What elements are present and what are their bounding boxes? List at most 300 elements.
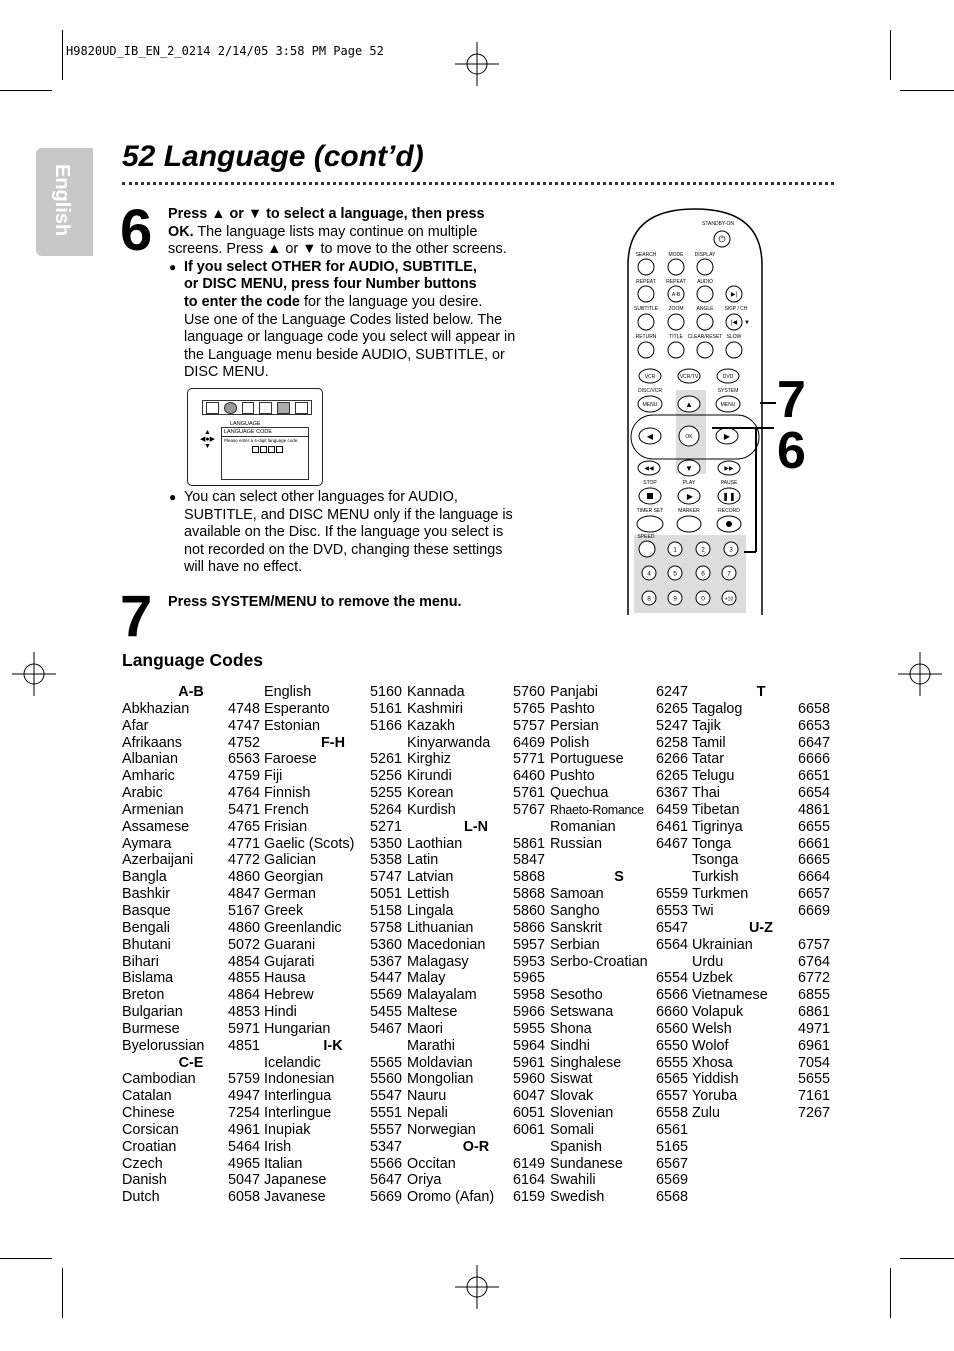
language-code: 4748 bbox=[227, 700, 260, 717]
language-name: Malayalam bbox=[407, 987, 477, 1004]
language-name: Georgian bbox=[264, 869, 324, 886]
code-row bbox=[264, 903, 402, 920]
language-code: 6567 bbox=[655, 1155, 688, 1172]
language-code: 6265 bbox=[655, 700, 688, 717]
language-code: 6569 bbox=[655, 1172, 688, 1189]
skip-prev-icon: |◀ bbox=[730, 320, 738, 326]
svg-text:STOP: STOP bbox=[643, 480, 657, 486]
crop-mark bbox=[890, 1268, 891, 1318]
code-row bbox=[550, 785, 688, 802]
language-code: 4847 bbox=[227, 886, 260, 903]
code-row bbox=[407, 802, 545, 819]
code-row bbox=[264, 1021, 402, 1038]
language-name: Tigrinya bbox=[692, 818, 743, 835]
code-row bbox=[407, 1189, 545, 1206]
language-name: Mongolian bbox=[407, 1071, 474, 1088]
code-group-header: C-E bbox=[178, 1054, 204, 1071]
language-name: Hausa bbox=[264, 970, 306, 987]
standby-label: STANDBY-ON bbox=[702, 221, 734, 227]
code-group-header: I-K bbox=[323, 1037, 343, 1054]
language-code: 5271 bbox=[369, 818, 402, 835]
code-row bbox=[550, 1105, 688, 1122]
code-row bbox=[122, 785, 260, 802]
language-code: 5569 bbox=[369, 987, 402, 1004]
code-row bbox=[550, 987, 688, 1004]
language-code: 4853 bbox=[227, 1004, 260, 1021]
code-row bbox=[550, 1055, 688, 1072]
language-name: Quechua bbox=[550, 785, 609, 802]
language-code: 6467 bbox=[655, 835, 688, 852]
language-code: 5447 bbox=[369, 970, 402, 987]
language-code: 5347 bbox=[369, 1138, 402, 1155]
language-name: Kirundi bbox=[407, 768, 452, 785]
display-button[interactable] bbox=[697, 259, 713, 275]
language-code: 6653 bbox=[797, 717, 830, 734]
language-name: English bbox=[264, 684, 312, 700]
language-name: Malay bbox=[407, 970, 446, 987]
language-name: Catalan bbox=[122, 1088, 172, 1105]
code-row bbox=[407, 886, 545, 903]
language-name: Samoan bbox=[550, 886, 604, 903]
svg-text:RETURN: RETURN bbox=[635, 334, 657, 340]
svg-text:CLEAR/RESET: CLEAR/RESET bbox=[687, 334, 723, 340]
svg-text:PAUSE: PAUSE bbox=[720, 480, 738, 486]
language-name: Pashto bbox=[550, 700, 595, 717]
language-name: Finnish bbox=[264, 785, 311, 802]
language-name: Oromo (Afan) bbox=[407, 1189, 495, 1206]
audio-button[interactable] bbox=[697, 286, 713, 302]
language-name: French bbox=[264, 801, 309, 818]
code-row bbox=[264, 987, 402, 1004]
language-name: Irish bbox=[264, 1138, 292, 1155]
language-code: 6258 bbox=[655, 734, 688, 751]
language-code: 6058 bbox=[227, 1189, 260, 1206]
code-row bbox=[550, 735, 688, 752]
language-name: Singhalese bbox=[550, 1054, 622, 1071]
step6-line2: OK. The language lists may continue on multiple bbox=[168, 223, 478, 240]
language-code: 6660 bbox=[655, 1004, 688, 1021]
language-code: 5261 bbox=[369, 751, 402, 768]
language-codes-title: Language Codes bbox=[122, 650, 263, 670]
svg-text:DISC/VCR: DISC/VCR bbox=[638, 388, 662, 394]
language-name: Byelorussian bbox=[122, 1037, 205, 1054]
language-code: 6247 bbox=[655, 684, 688, 700]
language-name: Danish bbox=[122, 1172, 167, 1189]
number-button-label: 6 bbox=[701, 570, 705, 578]
code-row bbox=[550, 1172, 688, 1189]
language-code: 6661 bbox=[797, 835, 830, 852]
language-code: 4752 bbox=[227, 734, 260, 751]
callout-step-7: 7 bbox=[777, 371, 806, 429]
speed-button[interactable] bbox=[639, 541, 655, 557]
code-group-header: A-B bbox=[178, 684, 204, 700]
language-code: 5256 bbox=[369, 768, 402, 785]
code-row bbox=[264, 1156, 402, 1173]
language-name: Urdu bbox=[692, 953, 724, 970]
step6-line3: screens. Press ▲ or ▼ to move to the other screens. bbox=[168, 241, 507, 258]
language-code: 4772 bbox=[227, 852, 260, 869]
language-name: Portuguese bbox=[550, 751, 624, 768]
language-code: 7254 bbox=[227, 1105, 260, 1122]
language-name: Thai bbox=[692, 785, 720, 802]
svg-text:SEARCH: SEARCH bbox=[635, 252, 657, 258]
code-row bbox=[550, 836, 688, 853]
language-code: 5958 bbox=[512, 987, 545, 1004]
language-code: 5467 bbox=[369, 1020, 402, 1037]
number-button-label: 1 bbox=[673, 546, 677, 554]
language-name: Spanish bbox=[550, 1138, 603, 1155]
language-name: Shona bbox=[550, 1020, 592, 1037]
code-row bbox=[550, 768, 688, 785]
language-name: Amharic bbox=[122, 768, 175, 785]
language-code: 4851 bbox=[227, 1037, 260, 1054]
code-row bbox=[122, 1088, 260, 1105]
svg-text:ANGLE: ANGLE bbox=[696, 306, 714, 312]
language-code: 5161 bbox=[369, 700, 402, 717]
language-name: Polish bbox=[550, 734, 590, 751]
language-name: Greenlandic bbox=[264, 919, 342, 936]
code-row bbox=[122, 836, 260, 853]
osd-menu-label: LANGUAGE bbox=[230, 421, 261, 427]
language-code: 6558 bbox=[655, 1105, 688, 1122]
language-name: Kannada bbox=[407, 684, 465, 700]
language-name: Gujarati bbox=[264, 953, 315, 970]
dotted-rule bbox=[122, 182, 834, 185]
code-row bbox=[264, 886, 402, 903]
code-row bbox=[692, 1038, 830, 1055]
search-mode-button[interactable] bbox=[638, 259, 654, 275]
language-code: 4971 bbox=[797, 1020, 830, 1037]
language-code: 6265 bbox=[655, 768, 688, 785]
language-name: Afrikaans bbox=[122, 734, 182, 751]
language-code: 5360 bbox=[369, 936, 402, 953]
number-button-label: 4 bbox=[647, 570, 651, 578]
language-name: Serbian bbox=[550, 936, 600, 953]
language-code: 5761 bbox=[512, 785, 545, 802]
language-name: Twi bbox=[692, 902, 714, 919]
language-code: 4861 bbox=[797, 801, 830, 818]
code-row bbox=[407, 718, 545, 735]
code-row bbox=[122, 819, 260, 836]
svg-text:DISPLAY: DISPLAY bbox=[694, 252, 716, 258]
language-code: 5961 bbox=[512, 1054, 545, 1071]
code-row bbox=[407, 735, 545, 752]
code-row bbox=[692, 785, 830, 802]
code-row bbox=[264, 785, 402, 802]
language-name: Tatar bbox=[692, 751, 724, 768]
language-code: 5455 bbox=[369, 1004, 402, 1021]
language-name: Assamese bbox=[122, 818, 190, 835]
code-row bbox=[122, 970, 260, 987]
language-name: Breton bbox=[122, 987, 165, 1004]
language-name: Hindi bbox=[264, 1004, 297, 1021]
code-row bbox=[550, 1071, 688, 1088]
language-code: 5557 bbox=[369, 1121, 402, 1138]
code-row bbox=[550, 1004, 688, 1021]
code-row bbox=[692, 1105, 830, 1122]
language-code: 5767 bbox=[512, 801, 545, 818]
language-name: Pushto bbox=[550, 768, 595, 785]
print-slug: H9820UD_IB_EN_2_0214 2/14/05 3:58 PM Page 52 bbox=[66, 44, 384, 58]
marker-button[interactable] bbox=[677, 516, 701, 532]
language-code: 6469 bbox=[512, 734, 545, 751]
language-name: Kazakh bbox=[407, 717, 455, 734]
language-name: Xhosa bbox=[692, 1054, 733, 1071]
language-name: Turkmen bbox=[692, 886, 749, 903]
code-row bbox=[407, 768, 545, 785]
language-code: 5971 bbox=[227, 1020, 260, 1037]
language-code: 6460 bbox=[512, 768, 545, 785]
language-code: 5765 bbox=[512, 700, 545, 717]
language-code: 5647 bbox=[369, 1172, 402, 1189]
language-code: 6564 bbox=[655, 936, 688, 953]
language-name: Bhutani bbox=[122, 936, 171, 953]
language-name: Lettish bbox=[407, 886, 450, 903]
code-row bbox=[550, 802, 688, 819]
language-name: Lingala bbox=[407, 902, 454, 919]
code-row bbox=[264, 970, 402, 987]
language-code: 4860 bbox=[227, 919, 260, 936]
return-button[interactable] bbox=[638, 342, 654, 358]
language-code: 5367 bbox=[369, 953, 402, 970]
step-number: 6 bbox=[120, 198, 153, 263]
language-code-screen bbox=[187, 388, 323, 486]
language-code: 5166 bbox=[369, 717, 402, 734]
crop-mark bbox=[900, 90, 954, 91]
angle-button[interactable] bbox=[697, 314, 713, 330]
language-name: Swahili bbox=[550, 1172, 596, 1189]
code-row bbox=[692, 886, 830, 903]
language-name: Basque bbox=[122, 902, 171, 919]
language-code: 5847 bbox=[512, 852, 545, 869]
code-row bbox=[550, 1088, 688, 1105]
code-row bbox=[550, 1021, 688, 1038]
language-code: 6658 bbox=[797, 700, 830, 717]
language-code: 4759 bbox=[227, 768, 260, 785]
code-row bbox=[692, 987, 830, 1004]
code-row bbox=[407, 1021, 545, 1038]
language-code: 5868 bbox=[512, 869, 545, 886]
language-code: 6051 bbox=[512, 1105, 545, 1122]
language-name: German bbox=[264, 886, 316, 903]
code-row bbox=[122, 1122, 260, 1139]
language-code: 6568 bbox=[655, 1189, 688, 1206]
language-code: 5955 bbox=[512, 1020, 545, 1037]
code-row bbox=[407, 852, 545, 869]
code-row bbox=[407, 836, 545, 853]
code-row bbox=[122, 987, 260, 1004]
svg-text:PLAY: PLAY bbox=[682, 480, 696, 486]
language-code: 4764 bbox=[227, 785, 260, 802]
clear-reset-button[interactable] bbox=[697, 342, 713, 358]
code-group-header: O-R bbox=[462, 1138, 490, 1155]
code-row bbox=[407, 1122, 545, 1139]
language-name: Indonesian bbox=[264, 1071, 335, 1088]
code-row bbox=[122, 869, 260, 886]
code-row bbox=[692, 1004, 830, 1021]
language-name: Kirghiz bbox=[407, 751, 451, 768]
timer-set-button[interactable] bbox=[637, 516, 663, 532]
language-code: 6159 bbox=[512, 1189, 545, 1206]
language-code: 5551 bbox=[369, 1105, 402, 1122]
code-row bbox=[692, 970, 830, 987]
code-row bbox=[692, 819, 830, 836]
code-column bbox=[264, 684, 402, 1206]
code-row bbox=[264, 869, 402, 886]
language-name: Ukrainian bbox=[692, 936, 753, 953]
zoom-button[interactable] bbox=[668, 314, 684, 330]
language-code: 5759 bbox=[227, 1071, 260, 1088]
code-row bbox=[550, 954, 688, 971]
language-code: 5747 bbox=[369, 869, 402, 886]
code-row bbox=[692, 954, 830, 971]
code-row bbox=[122, 1021, 260, 1038]
code-row bbox=[264, 802, 402, 819]
language-name: Frisian bbox=[264, 818, 308, 835]
svg-text:SLOW: SLOW bbox=[726, 334, 742, 340]
code-row bbox=[264, 768, 402, 785]
language-name: Corsican bbox=[122, 1121, 179, 1138]
code-row bbox=[407, 751, 545, 768]
language-name: Persian bbox=[550, 717, 599, 734]
language-code: 5247 bbox=[655, 717, 688, 734]
code-row bbox=[264, 1055, 402, 1072]
language-name: Albanian bbox=[122, 751, 179, 768]
crop-mark bbox=[0, 1258, 52, 1259]
osd-panel bbox=[221, 427, 309, 480]
code-row bbox=[264, 1088, 402, 1105]
language-name: Inupiak bbox=[264, 1121, 311, 1138]
language-code: 5051 bbox=[369, 886, 402, 903]
language-name: Swedish bbox=[550, 1189, 605, 1206]
language-code: 5471 bbox=[227, 801, 260, 818]
page-title: 52 Language (cont’d) bbox=[122, 140, 424, 173]
skip-next-icon: ▶| bbox=[730, 292, 738, 298]
language-name: Telugu bbox=[692, 768, 735, 785]
code-row bbox=[550, 751, 688, 768]
language-name bbox=[550, 852, 554, 869]
language-code: 5547 bbox=[369, 1088, 402, 1105]
svg-text:A-B: A-B bbox=[671, 292, 681, 298]
code-row bbox=[550, 718, 688, 735]
number-button-label: 7 bbox=[727, 570, 731, 578]
code-row bbox=[550, 903, 688, 920]
language-code: 4765 bbox=[227, 818, 260, 835]
code-row bbox=[550, 920, 688, 937]
step6-line1: Press ▲ or ▼ to select a language, then press bbox=[168, 206, 485, 222]
language-code: 7267 bbox=[797, 1105, 830, 1122]
language-name: Yiddish bbox=[692, 1071, 739, 1088]
language-name: Czech bbox=[122, 1155, 163, 1172]
language-name: Tamil bbox=[692, 734, 726, 751]
repeat-button[interactable] bbox=[638, 286, 654, 302]
code-row bbox=[407, 1055, 545, 1072]
code-column bbox=[407, 684, 545, 1206]
subtitle-button[interactable] bbox=[638, 314, 654, 330]
code-row bbox=[264, 751, 402, 768]
language-code: 6961 bbox=[797, 1037, 830, 1054]
language-name: Sanskrit bbox=[550, 919, 602, 936]
code-row bbox=[407, 970, 545, 987]
svg-text:MARKER: MARKER bbox=[678, 508, 700, 514]
language-code: 5566 bbox=[369, 1155, 402, 1172]
language-code: 6149 bbox=[512, 1155, 545, 1172]
language-name: Marathi bbox=[407, 1037, 455, 1054]
language-name: Malagasy bbox=[407, 953, 469, 970]
svg-text:REPEAT: REPEAT bbox=[636, 279, 656, 285]
language-name: Panjabi bbox=[550, 684, 599, 700]
code-row bbox=[692, 1088, 830, 1105]
svg-text:VCR/TV: VCR/TV bbox=[679, 374, 699, 380]
title-button[interactable] bbox=[668, 342, 684, 358]
code-row bbox=[122, 954, 260, 971]
svg-text:MODE: MODE bbox=[668, 252, 684, 258]
language-name: Somali bbox=[550, 1121, 594, 1138]
language-name: Romanian bbox=[550, 818, 616, 835]
language-code: 6757 bbox=[797, 936, 830, 953]
number-button-label: +10 bbox=[724, 596, 734, 603]
code-group-header: L-N bbox=[464, 818, 488, 835]
code-row bbox=[264, 852, 402, 869]
callout-step-6: 6 bbox=[777, 422, 806, 480]
power-icon: ⏻ bbox=[718, 234, 726, 244]
code-row bbox=[264, 1172, 402, 1189]
language-name: Japanese bbox=[264, 1172, 327, 1189]
up-arrow-icon: ▲ bbox=[685, 400, 693, 409]
code-row bbox=[122, 1038, 260, 1055]
language-name: Maltese bbox=[407, 1004, 458, 1021]
bullet-dot: ● bbox=[169, 259, 177, 274]
code-row bbox=[122, 937, 260, 954]
code-row bbox=[122, 886, 260, 903]
code-row bbox=[407, 701, 545, 718]
language-code: 5655 bbox=[797, 1071, 830, 1088]
language-code: 6563 bbox=[227, 751, 260, 768]
osd-nav-arrows: ▲ ◀●▶ ▼ bbox=[200, 429, 215, 450]
code-row bbox=[692, 852, 830, 869]
code-row bbox=[122, 852, 260, 869]
language-name: Interlingua bbox=[264, 1088, 332, 1105]
step6-text bbox=[168, 206, 528, 382]
language-name: Croatian bbox=[122, 1138, 177, 1155]
language-name: Sesotho bbox=[550, 987, 603, 1004]
language-name: Lithuanian bbox=[407, 919, 474, 936]
language-name: Cambodian bbox=[122, 1071, 196, 1088]
language-code: 5964 bbox=[512, 1037, 545, 1054]
language-name: Setswana bbox=[550, 1004, 614, 1021]
language-name: Estonian bbox=[264, 717, 321, 734]
code-column bbox=[692, 684, 830, 1122]
language-name: Tibetan bbox=[692, 801, 740, 818]
language-name: Sindhi bbox=[550, 1037, 591, 1054]
language-name: Tagalog bbox=[692, 700, 743, 717]
language-code: 4961 bbox=[227, 1121, 260, 1138]
slow-button[interactable] bbox=[726, 342, 742, 358]
code-row bbox=[550, 970, 688, 987]
language-code: 5966 bbox=[512, 1004, 545, 1021]
language-code: 4965 bbox=[227, 1155, 260, 1172]
mode-button[interactable] bbox=[668, 259, 684, 275]
language-code: 5565 bbox=[369, 1054, 402, 1071]
language-code: 5866 bbox=[512, 919, 545, 936]
language-name: Bislama bbox=[122, 970, 174, 987]
language-code: 4854 bbox=[227, 953, 260, 970]
language-name: Italian bbox=[264, 1155, 303, 1172]
language-code: 4855 bbox=[227, 970, 260, 987]
svg-text:ZOOM: ZOOM bbox=[668, 306, 684, 312]
language-name: Arabic bbox=[122, 785, 163, 802]
language-name: Rhaeto-Romance bbox=[550, 802, 644, 817]
